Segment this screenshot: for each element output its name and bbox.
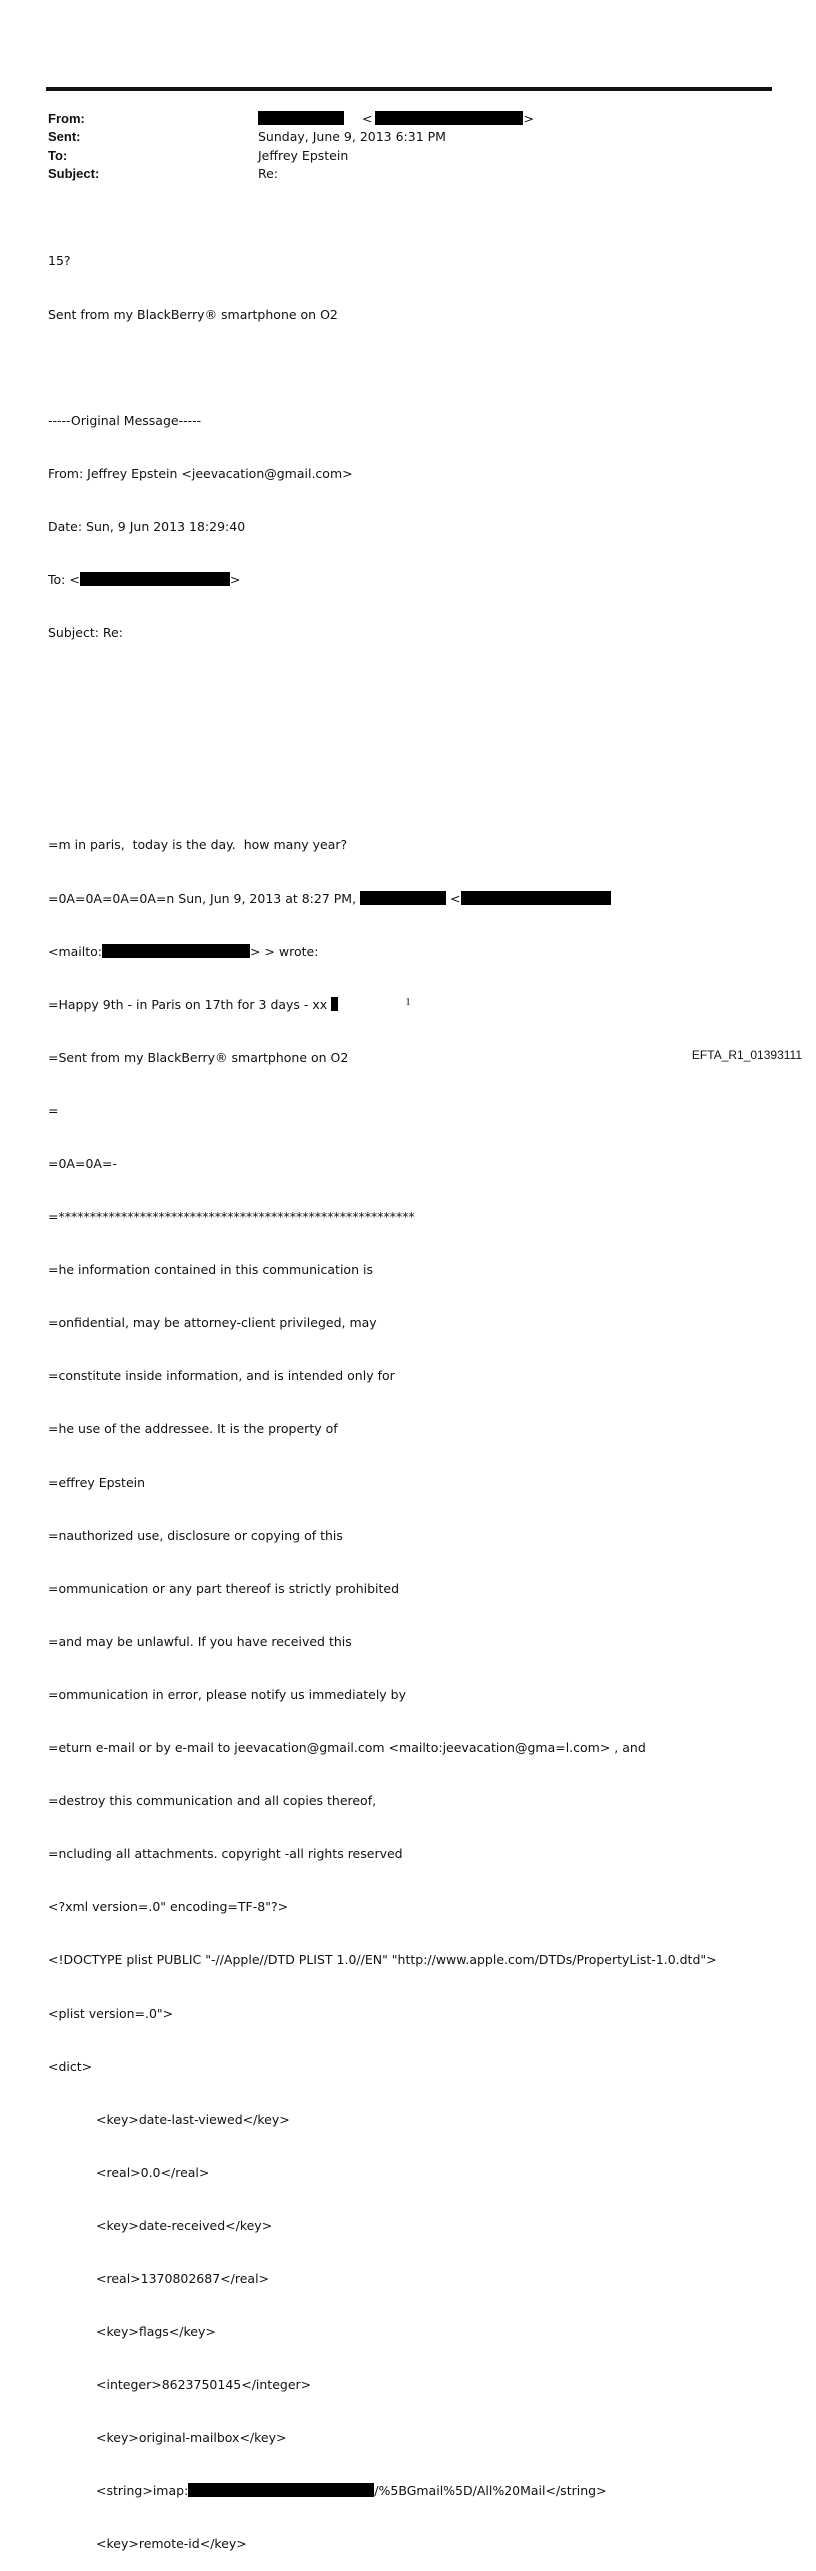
- to-value: Jeffrey Epstein: [258, 147, 349, 163]
- dict-open: <dict>: [48, 2058, 93, 2074]
- header-to-row: [48, 147, 534, 165]
- redaction-block: [461, 891, 611, 905]
- redaction-block: [375, 111, 523, 125]
- email-body: [48, 217, 717, 2571]
- doctype-line: <!DOCTYPE plist PUBLIC "-//Apple//DTD PLIST 1.0//EN" "http://www.apple.com/DTDs/PropertyList-1.0.dtd">: [48, 1952, 717, 1968]
- redaction-block: [80, 572, 230, 586]
- to-label: To:: [48, 147, 68, 163]
- document-id-footer: EFTA_R1_01393111: [691, 1048, 802, 1062]
- mailto-prefix: <mailto:: [48, 943, 103, 959]
- redaction-block: [102, 944, 250, 958]
- on-lt: <: [450, 890, 461, 906]
- mailto-suffix: > > wrote:: [250, 943, 319, 959]
- plist-line: <real>1370802687</real>: [96, 2270, 270, 2286]
- header-subject-row: [48, 165, 534, 183]
- on-prefix: =0A=0A=0A=0A=n Sun, Jun 9, 2013 at 8:27 PM,: [48, 890, 357, 906]
- email-header: [48, 110, 534, 183]
- reply-signature: Sent from my BlackBerry® smartphone on O2: [48, 306, 338, 322]
- original-from: From: Jeffrey Epstein <jeevacation@gmail.com>: [48, 465, 353, 481]
- disclaimer-line: =ommunication in error, please notify us immediately by: [48, 1686, 407, 1702]
- plist-line: <key>date-last-viewed</key>: [96, 2111, 290, 2127]
- xml-declaration: <?xml version=.0" encoding=TF-8"?>: [48, 1899, 289, 1915]
- plist-open: <plist version=.0">: [48, 2005, 174, 2021]
- plist-imap-line: [48, 2482, 717, 2500]
- header-from-row: [48, 110, 534, 128]
- redaction-block: [188, 2483, 374, 2497]
- plist-remote-id: <key>remote-id</key>: [96, 2536, 247, 2552]
- header-sent-row: [48, 128, 534, 146]
- disclaimer-line: =effrey Epstein: [48, 1474, 146, 1490]
- quoted-line-0a: =0A=0A=-: [48, 1156, 117, 1171]
- from-value: [258, 110, 534, 128]
- disclaimer-line: =eturn e-mail or by e-mail to jeevacation@gmail.com <mailto:jeevacation@gma=l.com> , and: [48, 1740, 646, 1756]
- original-date: Date: Sun, 9 Jun 2013 18:29:40: [48, 518, 246, 534]
- disclaimer-line: =constitute inside information, and is intended only for: [48, 1368, 395, 1384]
- sent-label: Sent:: [48, 129, 81, 145]
- from-label: From:: [48, 111, 85, 126]
- quoted-line-stars: =*********************************************************: [48, 1209, 415, 1225]
- quoted-line-mailto: [48, 943, 717, 961]
- plist-line: <key>date-received</key>: [96, 2217, 273, 2233]
- plist-line: <real>0.0</real>: [96, 2164, 210, 2180]
- plist-line: <integer>8623750145</integer>: [96, 2377, 312, 2393]
- plist-line: <key>original-mailbox</key>: [96, 2430, 287, 2446]
- disclaimer-line: =he information contained in this communication is: [48, 1262, 373, 1278]
- sent-value: Sunday, June 9, 2013 6:31 PM: [258, 129, 446, 145]
- disclaimer-line: =ncluding all attachments. copyright -all rights reserved: [48, 1846, 403, 1862]
- disclaimer-line: =and may be unlawful. If you have received this: [48, 1633, 352, 1649]
- original-to-suffix: >: [229, 571, 241, 587]
- happy-text: =Happy 9th - in Paris on 17th for 3 days - xx: [48, 996, 328, 1012]
- plist-line: <key>flags</key>: [96, 2324, 216, 2340]
- original-message-marker: -----Original Message-----: [48, 412, 202, 428]
- disclaimer-line: =he use of the addressee. It is the property of: [48, 1421, 338, 1437]
- page-number: 1: [405, 996, 411, 1008]
- subject-label: Subject:: [48, 165, 100, 181]
- original-to: [48, 571, 717, 589]
- quoted-line-sent: =Sent from my BlackBerry® smartphone on O2: [48, 1049, 349, 1065]
- disclaimer-line: =destroy this communication and all copies thereof,: [48, 1793, 377, 1809]
- imap-prefix: <string>imap:: [96, 2483, 189, 2499]
- redaction-block: [258, 111, 344, 125]
- quoted-line-paris: =m in paris, today is the day. how many year?: [48, 837, 348, 853]
- quoted-line-eq: =: [48, 1102, 59, 1118]
- original-subject: Subject: Re:: [48, 625, 123, 641]
- imap-suffix: /%5BGmail%5D/All%20Mail</string>: [374, 2483, 607, 2499]
- subject-value: Re:: [258, 165, 279, 181]
- quoted-line-on: [48, 890, 717, 908]
- disclaimer-line: =nauthorized use, disclosure or copying of this: [48, 1527, 343, 1543]
- from-lt: <: [361, 111, 373, 126]
- disclaimer-line: =onfidential, may be attorney-client privileged, may: [48, 1315, 377, 1331]
- redaction-block: [360, 891, 446, 905]
- top-rule: [46, 87, 772, 91]
- disclaimer-line: =ommunication or any part thereof is strictly prohibited: [48, 1580, 400, 1596]
- reply-line: 15?: [48, 253, 71, 269]
- from-gt: >: [523, 111, 534, 126]
- original-to-prefix: To: <: [48, 571, 80, 587]
